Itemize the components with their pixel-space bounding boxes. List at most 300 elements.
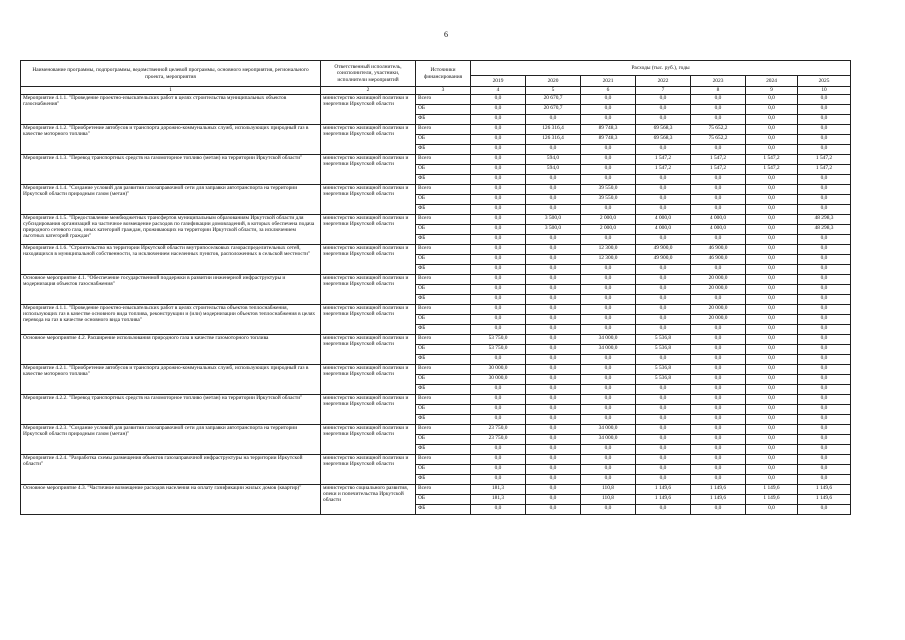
- amount-cell: 12 300,0: [581, 255, 636, 265]
- amount-cell: 0,0: [746, 225, 798, 235]
- amount-cell: 0,0: [636, 455, 691, 465]
- amount-cell: 0,0: [581, 445, 636, 455]
- amount-cell: 0,0: [798, 415, 851, 425]
- amount-cell: 0,0: [746, 455, 798, 465]
- amount-cell: 0,0: [581, 505, 636, 515]
- amount-cell: 0,0: [746, 405, 798, 415]
- amount-cell: 53 750,0: [471, 345, 526, 355]
- amount-cell: 0,0: [798, 295, 851, 305]
- amount-cell: 0,0: [526, 355, 581, 365]
- amount-cell: 0,0: [691, 415, 746, 425]
- amount-cell: 0,0: [691, 385, 746, 395]
- amount-cell: 0,0: [636, 295, 691, 305]
- amount-cell: 0,0: [691, 325, 746, 335]
- amount-cell: 0,0: [526, 235, 581, 245]
- executor-cell: министерство жилищной политики и энергетики Иркутской области: [321, 425, 416, 455]
- amount-cell: 0,0: [798, 465, 851, 475]
- amount-cell: 0,0: [526, 175, 581, 185]
- executor-cell: министерство жилищной политики и энергетики Иркутской области: [321, 95, 416, 125]
- amount-cell: 0,0: [691, 405, 746, 415]
- amount-cell: 0,0: [471, 465, 526, 475]
- amount-cell: 0,0: [746, 295, 798, 305]
- measure-name: Мероприятие 4.2.3. "Создание условий для развития газозаправочной сети для заправки автотранспорта на территории Иркутской области природным газом (метан)": [21, 425, 321, 455]
- amount-cell: 0,0: [798, 245, 851, 255]
- amount-cell: 0,0: [746, 375, 798, 385]
- amount-cell: 0,0: [746, 345, 798, 355]
- amount-cell: 48 298,3: [798, 215, 851, 225]
- amount-cell: 1 149,6: [636, 495, 691, 505]
- executor-cell: министерство жилищной политики и энергетики Иркутской области: [321, 245, 416, 275]
- amount-cell: 0,0: [526, 285, 581, 295]
- amount-cell: 0,0: [746, 255, 798, 265]
- amount-cell: 1 547,2: [691, 155, 746, 165]
- source-cell: ФБ: [416, 295, 471, 305]
- amount-cell: 0,0: [581, 175, 636, 185]
- amount-cell: 0,0: [691, 505, 746, 515]
- executor-cell: министерство жилищной политики и энергетики Иркутской области: [321, 335, 416, 365]
- amount-cell: 1 547,2: [798, 155, 851, 165]
- amount-cell: 0,0: [746, 115, 798, 125]
- amount-cell: 181,3: [471, 485, 526, 495]
- amount-cell: 0,0: [471, 155, 526, 165]
- executor-cell: министерство социального развития, опеки и попечительства Иркутской области: [321, 485, 416, 515]
- amount-cell: 12 300,0: [581, 245, 636, 255]
- amount-cell: 0,0: [471, 245, 526, 255]
- amount-cell: 0,0: [526, 295, 581, 305]
- amount-cell: 0,0: [526, 265, 581, 275]
- amount-cell: 0,0: [746, 465, 798, 475]
- amount-cell: 0,0: [798, 235, 851, 245]
- executor-cell: министерство жилищной политики и энергетики Иркутской области: [321, 365, 416, 395]
- amount-cell: 0,0: [798, 325, 851, 335]
- source-cell: Всего: [416, 275, 471, 285]
- amount-cell: 0,0: [798, 175, 851, 185]
- source-cell: ОБ: [416, 435, 471, 445]
- amount-cell: 1 149,6: [636, 485, 691, 495]
- header-year: 2025: [798, 76, 851, 87]
- amount-cell: 0,0: [471, 305, 526, 315]
- amount-cell: 0,0: [581, 365, 636, 375]
- amount-cell: 0,0: [798, 255, 851, 265]
- amount-cell: 181,3: [471, 495, 526, 505]
- source-cell: ОБ: [416, 405, 471, 415]
- amount-cell: 0,0: [526, 435, 581, 445]
- amount-cell: 0,0: [581, 455, 636, 465]
- amount-cell: 0,0: [798, 445, 851, 455]
- amount-cell: 0,0: [691, 205, 746, 215]
- amount-cell: 0,0: [636, 435, 691, 445]
- amount-cell: 0,0: [746, 195, 798, 205]
- amount-cell: 0,0: [746, 365, 798, 375]
- amount-cell: 0,0: [691, 235, 746, 245]
- amount-cell: 0,0: [471, 385, 526, 395]
- amount-cell: 0,0: [526, 185, 581, 195]
- amount-cell: 0,0: [746, 435, 798, 445]
- amount-cell: 0,0: [581, 395, 636, 405]
- amount-cell: 0,0: [581, 155, 636, 165]
- amount-cell: 0,0: [636, 315, 691, 325]
- amount-cell: 34 000,0: [581, 345, 636, 355]
- amount-cell: 0,0: [636, 395, 691, 405]
- amount-cell: 0,0: [691, 435, 746, 445]
- amount-cell: 0,0: [581, 285, 636, 295]
- amount-cell: 0,0: [798, 205, 851, 215]
- amount-cell: 53 750,0: [471, 335, 526, 345]
- amount-cell: 0,0: [526, 425, 581, 435]
- amount-cell: 0,0: [636, 475, 691, 485]
- header-expenses: Расходы (тыс. руб.), годы: [471, 61, 851, 76]
- amount-cell: 39 550,0: [581, 195, 636, 205]
- amount-cell: 126 316,4: [526, 135, 581, 145]
- amount-cell: 0,0: [581, 105, 636, 115]
- amount-cell: 0,0: [691, 145, 746, 155]
- amount-cell: 0,0: [798, 335, 851, 345]
- amount-cell: 30 000,0: [471, 365, 526, 375]
- header-year: 2019: [471, 76, 526, 87]
- amount-cell: 0,0: [471, 225, 526, 235]
- amount-cell: 0,0: [526, 505, 581, 515]
- amount-cell: 0,0: [798, 395, 851, 405]
- amount-cell: 0,0: [798, 505, 851, 515]
- amount-cell: 0,0: [691, 185, 746, 195]
- amount-cell: 0,0: [636, 115, 691, 125]
- source-cell: ОБ: [416, 225, 471, 235]
- source-cell: ОБ: [416, 465, 471, 475]
- measure-name: Основное мероприятие 4.1. "Обеспечение государственной поддержки в развитии инженерной инфраструктуры и модернизация объектов газоснабжения": [21, 275, 321, 305]
- amount-cell: 0,0: [691, 365, 746, 375]
- amount-cell: 0,0: [636, 415, 691, 425]
- amount-cell: 34 000,0: [581, 435, 636, 445]
- amount-cell: 0,0: [746, 215, 798, 225]
- amount-cell: 0,0: [746, 355, 798, 365]
- source-cell: ОБ: [416, 135, 471, 145]
- amount-cell: 46 900,0: [691, 255, 746, 265]
- source-cell: ОБ: [416, 375, 471, 385]
- amount-cell: 0,0: [526, 145, 581, 155]
- amount-cell: 0,0: [471, 275, 526, 285]
- amount-cell: 0,0: [636, 275, 691, 285]
- table-row: [21, 125, 851, 135]
- source-cell: ОБ: [416, 345, 471, 355]
- amount-cell: 0,0: [691, 395, 746, 405]
- amount-cell: 20 670,7: [526, 105, 581, 115]
- amount-cell: 0,0: [798, 145, 851, 155]
- amount-cell: 0,0: [526, 315, 581, 325]
- amount-cell: 0,0: [798, 315, 851, 325]
- amount-cell: 0,0: [636, 465, 691, 475]
- table-row: [21, 365, 851, 375]
- amount-cell: 0,0: [746, 185, 798, 195]
- executor-cell: министерство жилищной политики и энергетики Иркутской области: [321, 155, 416, 185]
- amount-cell: 0,0: [746, 95, 798, 105]
- column-number: 8: [691, 87, 746, 95]
- amount-cell: 0,0: [471, 165, 526, 175]
- amount-cell: 0,0: [636, 425, 691, 435]
- amount-cell: 0,0: [471, 105, 526, 115]
- amount-cell: 0,0: [471, 505, 526, 515]
- amount-cell: 0,0: [636, 505, 691, 515]
- amount-cell: 0,0: [746, 145, 798, 155]
- amount-cell: 0,0: [798, 135, 851, 145]
- measure-name: Мероприятие 4.1.3. "Перевод транспортных средств на газомоторное топливо (метан) на территории Иркутской области": [21, 155, 321, 185]
- amount-cell: 0,0: [798, 345, 851, 355]
- amount-cell: 0,0: [798, 285, 851, 295]
- amount-cell: 0,0: [471, 125, 526, 135]
- amount-cell: 0,0: [526, 405, 581, 415]
- source-cell: ФБ: [416, 385, 471, 395]
- amount-cell: 0,0: [636, 355, 691, 365]
- amount-cell: 0,0: [798, 125, 851, 135]
- amount-cell: 1 149,6: [746, 485, 798, 495]
- column-number: 10: [798, 87, 851, 95]
- source-cell: ОБ: [416, 195, 471, 205]
- budget-table: [20, 60, 851, 515]
- table-row: [21, 275, 851, 285]
- amount-cell: 1 149,6: [746, 495, 798, 505]
- executor-cell: министерство жилищной политики и энергетики Иркутской области: [321, 395, 416, 425]
- header-year: 2022: [636, 76, 691, 87]
- source-cell: Всего: [416, 365, 471, 375]
- amount-cell: 0,0: [691, 445, 746, 455]
- column-number: 4: [471, 87, 526, 95]
- amount-cell: 34 000,0: [581, 425, 636, 435]
- amount-cell: 0,0: [636, 325, 691, 335]
- column-number-row: [21, 87, 851, 95]
- amount-cell: 0,0: [636, 95, 691, 105]
- column-number: 5: [526, 87, 581, 95]
- amount-cell: 0,0: [581, 355, 636, 365]
- table-row: [21, 155, 851, 165]
- amount-cell: 0,0: [798, 265, 851, 275]
- header-year: 2021: [581, 76, 636, 87]
- amount-cell: 0,0: [746, 325, 798, 335]
- amount-cell: 4 000,0: [691, 215, 746, 225]
- amount-cell: 0,0: [471, 255, 526, 265]
- header-year: 2023: [691, 76, 746, 87]
- source-cell: Всего: [416, 305, 471, 315]
- amount-cell: 0,0: [691, 195, 746, 205]
- amount-cell: 0,0: [798, 275, 851, 285]
- amount-cell: 0,0: [471, 475, 526, 485]
- amount-cell: 0,0: [471, 445, 526, 455]
- amount-cell: 1 547,2: [636, 155, 691, 165]
- amount-cell: 0,0: [471, 315, 526, 325]
- amount-cell: 0,0: [526, 335, 581, 345]
- amount-cell: 0,0: [746, 135, 798, 145]
- amount-cell: 0,0: [526, 345, 581, 355]
- executor-cell: министерство жилищной политики и энергетики Иркутской области: [321, 305, 416, 335]
- amount-cell: 0,0: [691, 455, 746, 465]
- amount-cell: 0,0: [581, 405, 636, 415]
- amount-cell: 0,0: [471, 395, 526, 405]
- table-row: [21, 215, 851, 225]
- amount-cell: 4 000,0: [636, 225, 691, 235]
- amount-cell: 0,0: [746, 315, 798, 325]
- source-cell: ОБ: [416, 105, 471, 115]
- amount-cell: 0,0: [526, 275, 581, 285]
- table-row: [21, 95, 851, 105]
- amount-cell: 39 550,0: [581, 185, 636, 195]
- amount-cell: 0,0: [691, 265, 746, 275]
- amount-cell: 0,0: [471, 355, 526, 365]
- amount-cell: 69 568,3: [636, 125, 691, 135]
- table-row: [21, 455, 851, 465]
- amount-cell: 0,0: [691, 465, 746, 475]
- amount-cell: 0,0: [746, 305, 798, 315]
- amount-cell: 0,0: [581, 295, 636, 305]
- source-cell: ОБ: [416, 255, 471, 265]
- source-cell: Всего: [416, 485, 471, 495]
- amount-cell: 0,0: [746, 245, 798, 255]
- amount-cell: 0,0: [798, 105, 851, 115]
- amount-cell: 0,0: [691, 295, 746, 305]
- amount-cell: 20 000,0: [691, 285, 746, 295]
- source-cell: ФБ: [416, 175, 471, 185]
- amount-cell: 0,0: [691, 425, 746, 435]
- source-cell: Всего: [416, 245, 471, 255]
- source-cell: Всего: [416, 395, 471, 405]
- amount-cell: 1 547,2: [636, 165, 691, 175]
- amount-cell: 0,0: [691, 175, 746, 185]
- source-cell: Всего: [416, 335, 471, 345]
- source-cell: ОБ: [416, 495, 471, 505]
- header-executor: Ответственный исполнитель, соисполнители, участники, исполнители мероприятий: [321, 61, 416, 87]
- amount-cell: 0,0: [526, 205, 581, 215]
- amount-cell: 0,0: [581, 385, 636, 395]
- amount-cell: 0,0: [526, 395, 581, 405]
- header-year: 2024: [746, 76, 798, 87]
- table-row: [21, 335, 851, 345]
- amount-cell: 126 316,4: [526, 125, 581, 135]
- header-year: 2020: [526, 76, 581, 87]
- table-row: [21, 245, 851, 255]
- amount-cell: 0,0: [691, 335, 746, 345]
- amount-cell: 0,0: [471, 285, 526, 295]
- amount-cell: 0,0: [798, 185, 851, 195]
- amount-cell: 1 547,2: [798, 165, 851, 175]
- page-number: 6: [444, 30, 448, 39]
- amount-cell: 0,0: [471, 175, 526, 185]
- amount-cell: 0,0: [526, 325, 581, 335]
- source-cell: ФБ: [416, 355, 471, 365]
- amount-cell: 0,0: [746, 125, 798, 135]
- amount-cell: 0,0: [581, 235, 636, 245]
- amount-cell: 49 900,0: [636, 245, 691, 255]
- amount-cell: 0,0: [636, 195, 691, 205]
- amount-cell: 75 652,2: [691, 125, 746, 135]
- amount-cell: 0,0: [636, 385, 691, 395]
- measure-name: Мероприятие 4.1.6. "Строительство на территории Иркутской области внутрипоселковых газораспределительных сетей, находящихся в муниципальной собственности, за исключением населенных пунктов, расположенных в сельской местности": [21, 245, 321, 275]
- amount-cell: 0,0: [581, 115, 636, 125]
- amount-cell: 0,0: [746, 285, 798, 295]
- amount-cell: 0,0: [636, 235, 691, 245]
- table-row: [21, 305, 851, 315]
- amount-cell: 0,0: [471, 215, 526, 225]
- source-cell: ФБ: [416, 325, 471, 335]
- source-cell: ФБ: [416, 235, 471, 245]
- source-cell: ОБ: [416, 315, 471, 325]
- amount-cell: 594,0: [526, 165, 581, 175]
- amount-cell: 0,0: [798, 385, 851, 395]
- amount-cell: 0,0: [691, 95, 746, 105]
- measure-name: Мероприятие 4.1.2. "Приобретение автобусов и транспорта дорожно-коммунальных служб, использующих природный газ в качестве моторного топлива": [21, 125, 321, 155]
- amount-cell: 0,0: [746, 445, 798, 455]
- executor-cell: министерство жилищной политики и энергетики Иркутской области: [321, 215, 416, 245]
- amount-cell: 0,0: [471, 235, 526, 245]
- amount-cell: 0,0: [581, 465, 636, 475]
- amount-cell: 23 750,0: [471, 425, 526, 435]
- amount-cell: 0,0: [636, 405, 691, 415]
- amount-cell: 0,0: [471, 455, 526, 465]
- amount-cell: 0,0: [746, 475, 798, 485]
- amount-cell: 3 500,0: [526, 215, 581, 225]
- amount-cell: 0,0: [581, 205, 636, 215]
- column-number: 2: [321, 87, 416, 95]
- amount-cell: 5 536,8: [636, 365, 691, 375]
- amount-cell: 0,0: [636, 445, 691, 455]
- amount-cell: 69 568,3: [636, 135, 691, 145]
- amount-cell: 0,0: [798, 195, 851, 205]
- source-cell: Всего: [416, 155, 471, 165]
- amount-cell: 1 547,2: [691, 165, 746, 175]
- source-cell: Всего: [416, 215, 471, 225]
- column-number: 7: [636, 87, 691, 95]
- amount-cell: 0,0: [526, 455, 581, 465]
- amount-cell: 2 000,0: [581, 215, 636, 225]
- header-name: Наименование программы, подпрограммы, ведомственной целевой программы, основного мероприятия, регионального проекта, мероприятия: [21, 61, 321, 87]
- amount-cell: 0,0: [581, 415, 636, 425]
- amount-cell: 0,0: [746, 105, 798, 115]
- amount-cell: 0,0: [526, 255, 581, 265]
- amount-cell: 0,0: [798, 405, 851, 415]
- amount-cell: 0,0: [471, 325, 526, 335]
- amount-cell: 0,0: [691, 105, 746, 115]
- source-cell: ОБ: [416, 285, 471, 295]
- amount-cell: 0,0: [798, 425, 851, 435]
- amount-cell: 49 900,0: [636, 255, 691, 265]
- amount-cell: 110,8: [581, 485, 636, 495]
- source-cell: ФБ: [416, 445, 471, 455]
- source-cell: ФБ: [416, 415, 471, 425]
- amount-cell: 0,0: [798, 95, 851, 105]
- amount-cell: 0,0: [581, 145, 636, 155]
- amount-cell: 30 000,0: [471, 375, 526, 385]
- amount-cell: 0,0: [746, 235, 798, 245]
- amount-cell: 4 000,0: [636, 215, 691, 225]
- amount-cell: 594,0: [526, 155, 581, 165]
- amount-cell: 0,0: [471, 405, 526, 415]
- amount-cell: 0,0: [636, 145, 691, 155]
- amount-cell: 5 536,8: [636, 335, 691, 345]
- amount-cell: 0,0: [691, 355, 746, 365]
- amount-cell: 0,0: [746, 505, 798, 515]
- column-number: 6: [581, 87, 636, 95]
- amount-cell: 0,0: [526, 385, 581, 395]
- amount-cell: 0,0: [471, 145, 526, 155]
- table-row: [21, 485, 851, 495]
- executor-cell: министерство жилищной политики и энергетики Иркутской области: [321, 125, 416, 155]
- amount-cell: 0,0: [471, 95, 526, 105]
- source-cell: ФБ: [416, 265, 471, 275]
- amount-cell: 0,0: [636, 105, 691, 115]
- amount-cell: 20 670,7: [526, 95, 581, 105]
- amount-cell: 0,0: [471, 185, 526, 195]
- amount-cell: 0,0: [526, 115, 581, 125]
- measure-name: Мероприятие 4.1.1. "Проведение проектно-изыскательских работ в целях строительства объектов теплоснабжения, использующих газ в качестве основного вида топлива, реконструкции и (или) модернизации объектов теплоснабжения в целях перевода на газ в качестве основного вида топлива": [21, 305, 321, 335]
- amount-cell: 0,0: [471, 265, 526, 275]
- source-cell: Всего: [416, 95, 471, 105]
- source-cell: ОБ: [416, 165, 471, 175]
